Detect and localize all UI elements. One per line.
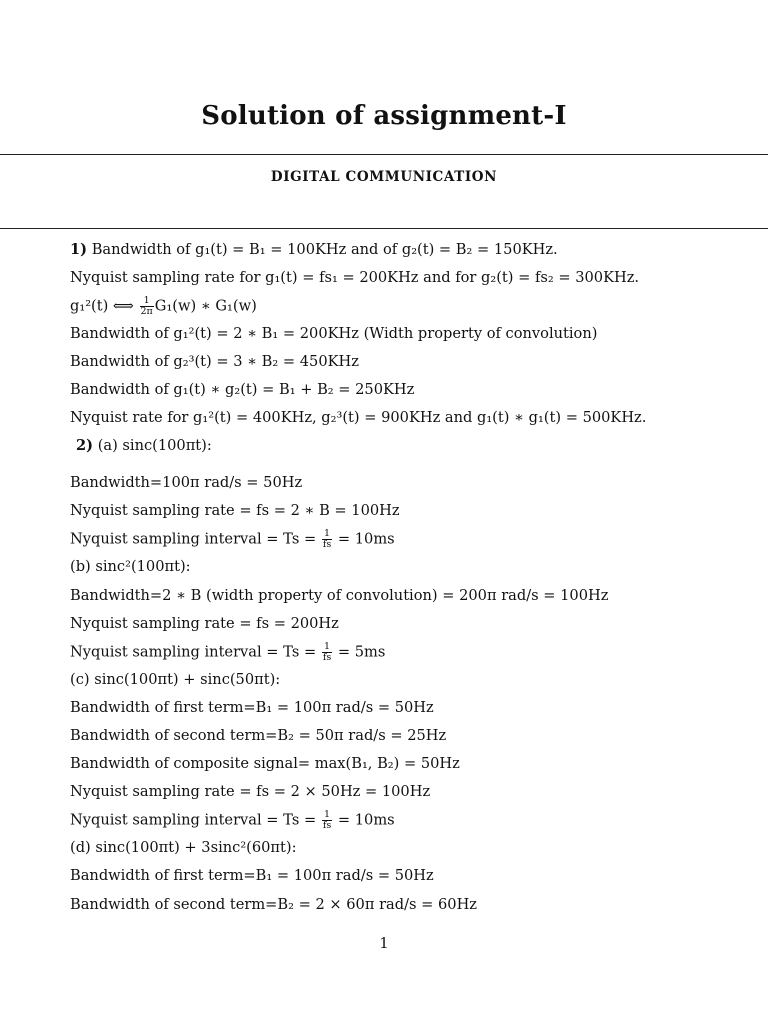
document-subtitle: DIGITAL COMMUNICATION [270, 169, 498, 185]
q1-line-2: Nyquist sampling rate for g₁(t) = fs₁ = 200KHz and for g₂(t) = fs₂ = 300KHz. [70, 269, 640, 286]
q2d-line-2: Bandwidth of second term=B₂ = 2 × 60π rad/s = 60Hz [70, 896, 477, 913]
q2a-line-2: Nyquist sampling rate = fs = 2 ∗ B = 100Hz [70, 502, 400, 519]
q2-part-a-heading: 2) (a) sinc(100πt): [76, 437, 212, 454]
q2c-line-3: Bandwidth of composite signal= max(B₁, B₂) = 50Hz [70, 755, 460, 772]
bottom-rule [0, 228, 768, 229]
q2c-line-5: Nyquist sampling interval = Ts = $\frac{1}{fs}$ = 10ms [70, 809, 395, 831]
q1-line-4: Bandwidth of g₁²(t) = 2 ∗ B₁ = 200KHz (Width property of convolution) [70, 325, 598, 342]
q2b-line-2: Nyquist sampling rate = fs = 200Hz [70, 615, 339, 632]
fraction: $\frac{1}{2\pi}$ [140, 295, 153, 317]
q2-part-d-heading: (d) sinc(100πt) + 3sinc²(60πt): [70, 839, 297, 856]
fraction: $\frac{1}{fs}$ [322, 809, 332, 831]
q2c-line-2: Bandwidth of second term=B₂ = 50π rad/s = 25Hz [70, 727, 447, 744]
q2b-line-3: Nyquist sampling interval = Ts = $\frac{1}{fs}$ = 5ms [70, 641, 386, 663]
q1-line-6: Bandwidth of g₁(t) ∗ g₂(t) = B₁ + B₂ = 250KHz [70, 381, 415, 398]
q1-line-1: 1) Bandwidth of g₁(t) = B₁ = 100KHz and of g₂(t) = B₂ = 150KHz. [70, 241, 558, 258]
q1-number: 1) [70, 241, 88, 258]
fraction: $\frac{1}{fs}$ [322, 528, 332, 550]
q2-part-b-heading: (b) sinc²(100πt): [70, 558, 191, 575]
document-title: Solution of assignment-I [201, 101, 567, 131]
q1-line-5: Bandwidth of g₂³(t) = 3 ∗ B₂ = 450KHz [70, 353, 359, 370]
q2b-line-1: Bandwidth=2 ∗ B (width property of convolution) = 200π rad/s = 100Hz [70, 587, 609, 604]
q1-line-3: g₁²(t) ⟺ $\frac{1}{2\pi}$ G₁(w) ∗ G₁(w) [70, 295, 257, 317]
page-number: 1 [379, 935, 389, 952]
q2c-line-4: Nyquist sampling rate = fs = 2 × 50Hz = 100Hz [70, 783, 431, 800]
q2a-line-1: Bandwidth=100π rad/s = 50Hz [70, 474, 303, 491]
q2a-line-3: Nyquist sampling interval = Ts = $\frac{1}{fs}$ = 10ms [70, 528, 395, 550]
q2d-line-1: Bandwidth of first term=B₁ = 100π rad/s = 50Hz [70, 867, 434, 884]
fraction: $\frac{1}{fs}$ [322, 641, 332, 663]
q2c-line-1: Bandwidth of first term=B₁ = 100π rad/s = 50Hz [70, 699, 434, 716]
q2-part-c-heading: (c) sinc(100πt) + sinc(50πt): [70, 671, 281, 688]
top-rule [0, 154, 768, 155]
q2-number: 2) [76, 437, 94, 454]
q1-line-7: Nyquist rate for g₁²(t) = 400KHz, g₂³(t) = 900KHz and g₁(t) ∗ g₁(t) = 500KHz. [70, 409, 647, 426]
